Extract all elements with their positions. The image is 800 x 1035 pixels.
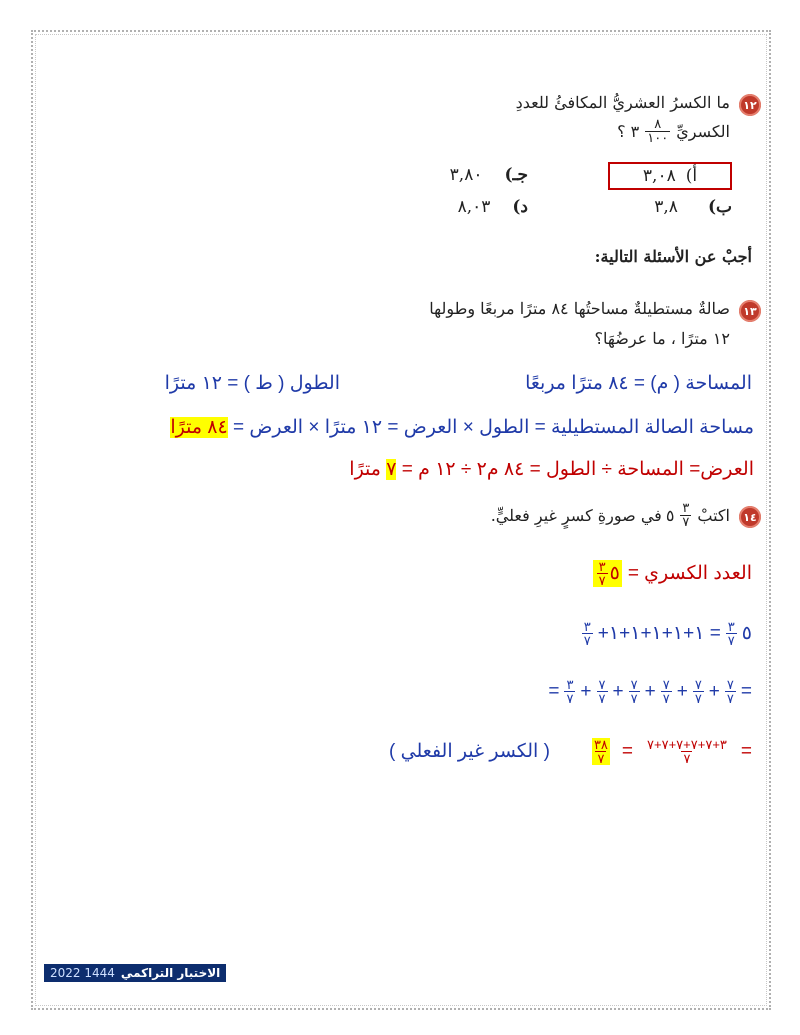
q14-ans3-plus-3: + bbox=[644, 680, 656, 702]
question-13-line1: صالةٌ مستطيلةٌ مساحتُها ٨٤ مترًا مربعًا وطولها bbox=[429, 299, 730, 318]
option-d[interactable] bbox=[458, 197, 528, 217]
option-b-label: ب) bbox=[707, 197, 732, 217]
q14-ans4-big-den: ٧ bbox=[683, 751, 691, 766]
q14-ans4-big-num: ٣+٧+٧+٧+٧+٧ bbox=[647, 737, 727, 752]
q14-ans2-left-num: ٣ bbox=[727, 619, 735, 634]
q14-ans3-plus-1: + bbox=[708, 680, 720, 702]
q14-ans4-eq-start: = bbox=[740, 740, 752, 762]
q14-ans4-note: ( الكسر غير الفعلي ) bbox=[389, 741, 550, 762]
option-c-value: ٣,٨٠ bbox=[449, 165, 483, 185]
q14-ans3-num-1: ٧ bbox=[726, 677, 734, 692]
q14-ans3-frac-3 bbox=[661, 678, 672, 705]
section-heading: أجبْ عن الأسئلة التالية: bbox=[594, 247, 752, 266]
q14-ans3-frac-5 bbox=[597, 678, 608, 705]
q14-prefix: اكتبْ bbox=[697, 506, 730, 525]
option-a-selected[interactable] bbox=[608, 162, 732, 190]
q14-ans3-plus-5: + bbox=[580, 680, 592, 702]
q14-ans2-ones: = ١+١+١+١+١+ bbox=[597, 623, 721, 644]
q14-ans3-plus-4: + bbox=[612, 680, 624, 702]
question-12-prefix: الكسريِّ bbox=[676, 122, 730, 141]
footer-badge bbox=[44, 964, 226, 982]
q14-ans3-den-1: ٧ bbox=[726, 691, 734, 706]
q14-whole: ٥ bbox=[665, 506, 675, 525]
q14-ans3-last-num: ٣ bbox=[566, 677, 574, 692]
q14-ans3-den-4: ٧ bbox=[630, 691, 638, 706]
q12-frac-num: ٨ bbox=[654, 117, 662, 132]
q14-ans3-num-3: ٧ bbox=[662, 677, 670, 692]
q14-ans4-res-den: ٧ bbox=[597, 751, 605, 766]
q14-ans1-frac bbox=[597, 560, 608, 587]
q14-ans3-num-4: ٧ bbox=[630, 677, 638, 692]
q14-answer-line4 bbox=[389, 738, 752, 765]
q14-ans1-whole: ٥ bbox=[609, 563, 620, 584]
q14-ans3-frac-1 bbox=[725, 678, 736, 705]
q14-ans3-den-2: ٧ bbox=[694, 691, 702, 706]
option-b-value: ٣,٨ bbox=[654, 197, 678, 217]
footer-year: 1444 2022 bbox=[50, 966, 115, 980]
q13-answer-area: المساحة ( م) = ٨٤ مترًا مربعًا bbox=[525, 373, 752, 394]
q14-ans4-big-frac bbox=[645, 738, 729, 765]
q13-line3-unit: مترًا bbox=[349, 459, 381, 480]
q14-ans3-eq-end: = bbox=[548, 680, 560, 702]
q14-ans1-mixed bbox=[593, 560, 622, 587]
q14-ans3-frac-4 bbox=[629, 678, 640, 705]
option-a-value: ٣,٠٨ bbox=[642, 166, 676, 186]
question-12-number: ١٢ bbox=[739, 94, 761, 116]
q14-ans1-label: العدد الكسري = bbox=[627, 563, 752, 584]
option-d-value: ٨,٠٣ bbox=[457, 197, 491, 217]
q14-suffix: في صورةِ كسرٍ غيرِ فعليٍّ. bbox=[490, 506, 662, 525]
q14-ans2-left-den: ٧ bbox=[727, 633, 735, 648]
q14-ans4-result-frac bbox=[592, 738, 610, 765]
option-c-label: جـ) bbox=[504, 165, 528, 185]
q14-ans4-res-num: ٣٨ bbox=[593, 737, 608, 752]
question-12-line1: ما الكسرُ العشريُّ المكافئُ للعددِ bbox=[515, 93, 730, 112]
q13-line3-main: العرض= المساحة ÷ الطول = ٨٤ م٢ ÷ ١٢ م = bbox=[401, 459, 754, 480]
q14-ans3-plus-2: + bbox=[676, 680, 688, 702]
question-12-fraction bbox=[645, 118, 670, 145]
option-b[interactable] bbox=[654, 197, 732, 217]
q14-ans2-whole: ٥ bbox=[741, 623, 752, 644]
q14-ans2-left-frac bbox=[726, 620, 737, 647]
q14-frac-num: ٣ bbox=[682, 501, 690, 516]
option-c[interactable] bbox=[450, 165, 528, 185]
q14-ans3-num-5: ٧ bbox=[598, 677, 606, 692]
q14-ans2-right-frac bbox=[582, 620, 593, 647]
question-12-line2 bbox=[617, 118, 730, 145]
q13-answer-line2 bbox=[170, 416, 754, 439]
q13-answer-line3 bbox=[349, 458, 754, 481]
q13-answer-length: الطول ( ط ) = ١٢ مترًا bbox=[164, 373, 340, 394]
question-14-number: ١٤ bbox=[739, 506, 761, 528]
q13-line2-highlight: ٨٤ مترًا bbox=[170, 417, 228, 438]
question-13-number: ١٣ bbox=[739, 300, 761, 322]
q14-ans1-num: ٣ bbox=[598, 559, 606, 574]
question-14-text bbox=[491, 502, 730, 529]
q14-ans3-den-5: ٧ bbox=[598, 691, 606, 706]
q14-ans3-den-3: ٧ bbox=[662, 691, 670, 706]
q14-answer-line2 bbox=[580, 620, 752, 647]
option-a-label: أ) bbox=[685, 166, 698, 186]
question-12-suffix: ٣ ؟ bbox=[617, 122, 640, 141]
q14-ans1-den: ٧ bbox=[598, 573, 606, 588]
question-13-line2: ١٢ مترًا ، ما عرضُهَا؟ bbox=[594, 329, 730, 348]
q14-answer-line3 bbox=[548, 678, 752, 705]
q14-ans3-eq-start: = bbox=[740, 680, 752, 702]
footer-title: الاختبار التراكمي bbox=[120, 966, 221, 980]
q14-answer-line1 bbox=[593, 560, 752, 587]
q12-frac-den: ١٠٠ bbox=[647, 131, 669, 146]
q14-frac-den: ٧ bbox=[682, 515, 690, 530]
q13-line3-highlight: ٧ bbox=[386, 459, 397, 480]
q14-ans2-num: ٣ bbox=[583, 619, 591, 634]
option-d-label: د) bbox=[512, 197, 528, 217]
q14-ans3-last-den: ٧ bbox=[566, 691, 574, 706]
q14-ans2-den: ٧ bbox=[583, 633, 591, 648]
q14-ans3-frac-last bbox=[564, 678, 575, 705]
q14-ans3-frac-2 bbox=[693, 678, 704, 705]
q13-line2-main: مساحة الصالة المستطيلية = الطول × العرض = ١٢ مترًا × العرض = bbox=[233, 417, 754, 438]
q14-ans4-eq-mid: = bbox=[621, 740, 634, 762]
q14-fraction bbox=[680, 502, 691, 529]
q14-ans3-num-2: ٧ bbox=[694, 677, 702, 692]
